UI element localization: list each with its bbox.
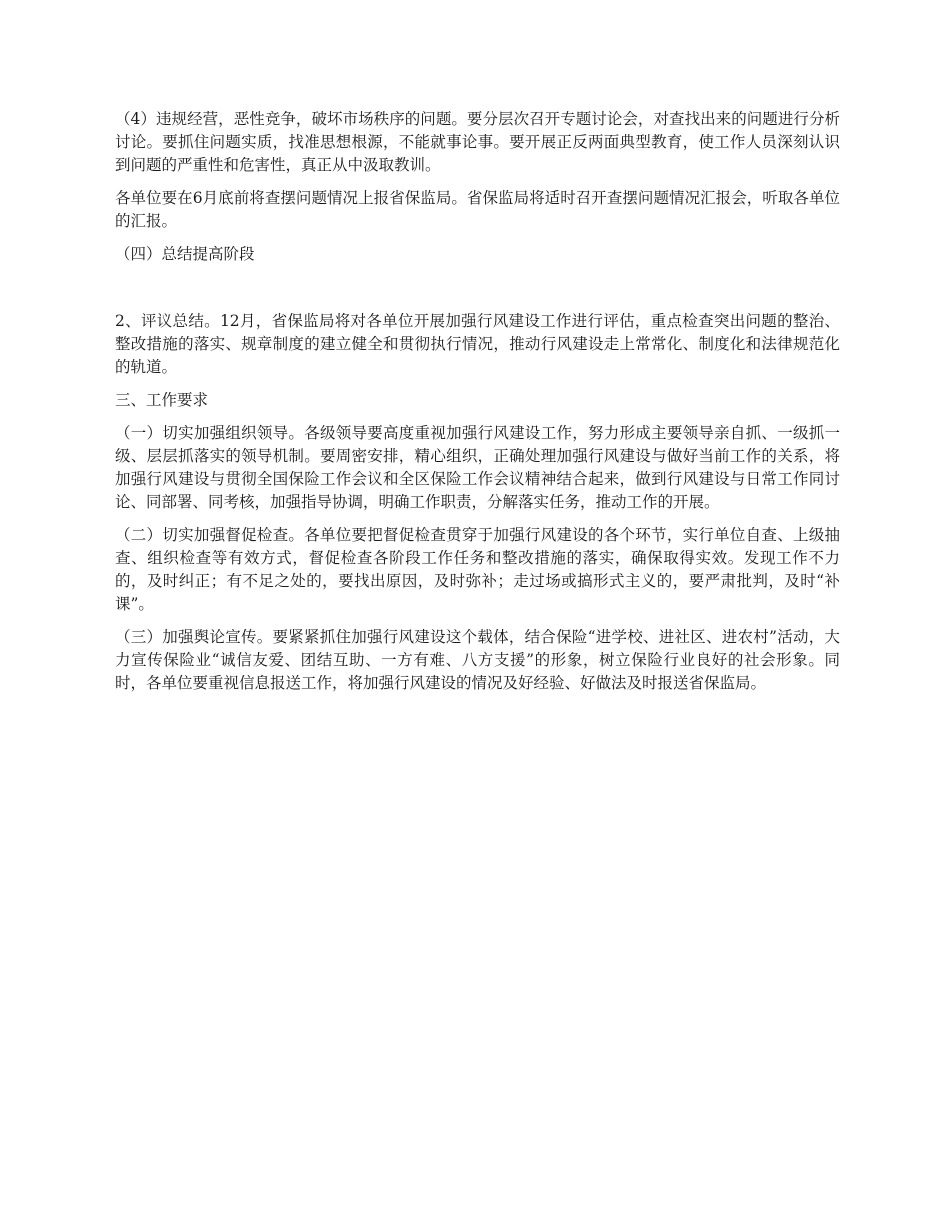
paragraph-public-opinion: （三）加强舆论宣传。要紧紧抓住加强行风建设这个载体，结合保险“进学校、进社区、进农村”活动，大力宣传保险业“诚信友爱、团结互助、一方有难、八方支援”的形象，树立保险行业良好的社会形象。同时，各单位要重视信息报送工作，将加强行风建设的情况及好经验、好做法及时报送省保监局。 xyxy=(115,628,840,692)
paragraph-organizational-leadership: （一）切实加强组织领导。各级领导要高度重视加强行风建设工作，努力形成主要领导亲自抓、一级抓一级、层层抓落实的领导机制。要周密安排，精心组织，正确处理加强行风建设与做好当前工作的关系，将加强行风建设与贯彻全国保险工作会议和全区保险工作会议精神结合起来，做到行风建设与日常工作同讨论、同部署、同考核，加强指导协调，明确工作职责，分解落实任务，推动工作的开展。 xyxy=(115,424,840,511)
paragraph-supervision-inspection: （二）切实加强督促检查。各单位要把督促检查贯穿于加强行风建设的各个环节，实行单位自查、上级抽查、组织检查等有效方式，督促检查各阶段工作任务和整改措施的落实，确保取得实效。发现工作不力的，及时纠正；有不足之处的，要找出原因，及时弥补；走过场或搞形式主义的，要严肃批判，及时“补课”。 xyxy=(115,526,840,613)
paragraph-evaluation-summary: 2、评议总结。12月，省保监局将对各单位开展加强行风建设工作进行评估，重点检查突出问题的整治、整改措施的落实、规章制度的建立健全和贯彻执行情况，推动行风建设走上常常化、制度化和法律规范化的轨道。 xyxy=(115,312,840,376)
blank-spacer xyxy=(115,276,840,310)
section-heading-work-requirements: 三、工作要求 xyxy=(115,391,209,409)
section-heading-summary-stage: （四）总结提高阶段 xyxy=(115,245,255,263)
document-body xyxy=(115,108,840,705)
paragraph-report-deadline: 各单位要在6月底前将查摆问题情况上报省保监局。省保监局将适时召开查摆问题情况汇报会，听取各单位的汇报。 xyxy=(115,189,840,230)
paragraph-violation-issues: （4）违规经营，恶性竞争，破坏市场秩序的问题。要分层次召开专题讨论会，对查找出来的问题进行分析讨论。要抓住问题实质，找准思想根源，不能就事论事。要开展正反两面典型教育，使工作人员深刻认识到问题的严重性和危害性，真正从中汲取教训。 xyxy=(115,110,840,174)
